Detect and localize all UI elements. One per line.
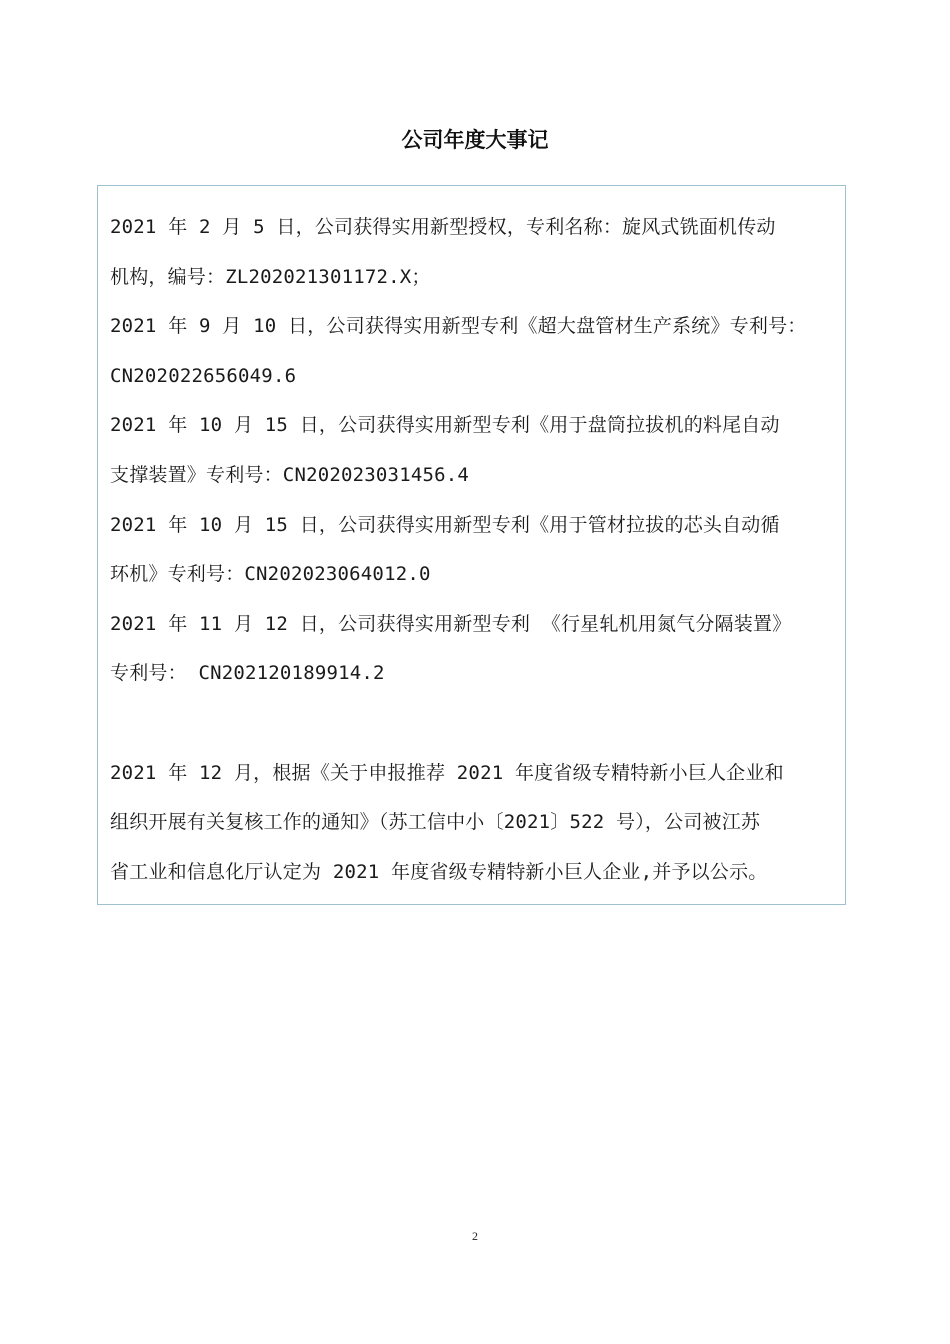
page-title: 公司年度大事记 <box>401 128 549 152</box>
events-table-cell <box>97 185 846 905</box>
event-line: 2021 年 9 月 10 日，公司获得实用新型专利《超大盘管材生产系统》专利号： <box>110 315 807 338</box>
event-line: 2021 年 10 月 15 日，公司获得实用新型专利《用于盘筒拉拔机的料尾自动 <box>110 414 780 437</box>
event-line: 2021 年 2 月 5 日，公司获得实用新型授权，专利名称：旋风式铣面机传动 <box>110 216 776 238</box>
event-line: CN202022656049.6 <box>110 364 297 387</box>
event-line: 机构，编号：ZL202021301172.X； <box>110 265 431 288</box>
closing-paragraph-line: 组织开展有关复核工作的通知》（苏工信中小〔2021〕522 号），公司被江苏 <box>110 811 761 834</box>
event-line: 2021 年 11 月 12 日，公司获得实用新型专利 《行星轧机用氮气分隔装置》 <box>110 612 792 635</box>
event-line: 2021 年 10 月 15 日，公司获得实用新型专利《用于管材拉拔的芯头自动循 <box>110 513 780 536</box>
event-line: 专利号： CN202120189914.2 <box>110 662 385 685</box>
closing-paragraph-line: 省工业和信息化厅认定为 2021 年度省级专精特新小巨人企业,并予以公示。 <box>110 860 768 883</box>
blank-line <box>110 699 837 749</box>
closing-paragraph-line: 2021 年 12 月，根据《关于申报推荐 2021 年度省级专精特新小巨人企业和 <box>110 761 784 784</box>
page-number: 2 <box>472 1229 478 1243</box>
event-line: 支撑装置》专利号：CN202023031456.4 <box>110 463 470 486</box>
event-line: 环机》专利号：CN202023064012.0 <box>110 563 431 586</box>
